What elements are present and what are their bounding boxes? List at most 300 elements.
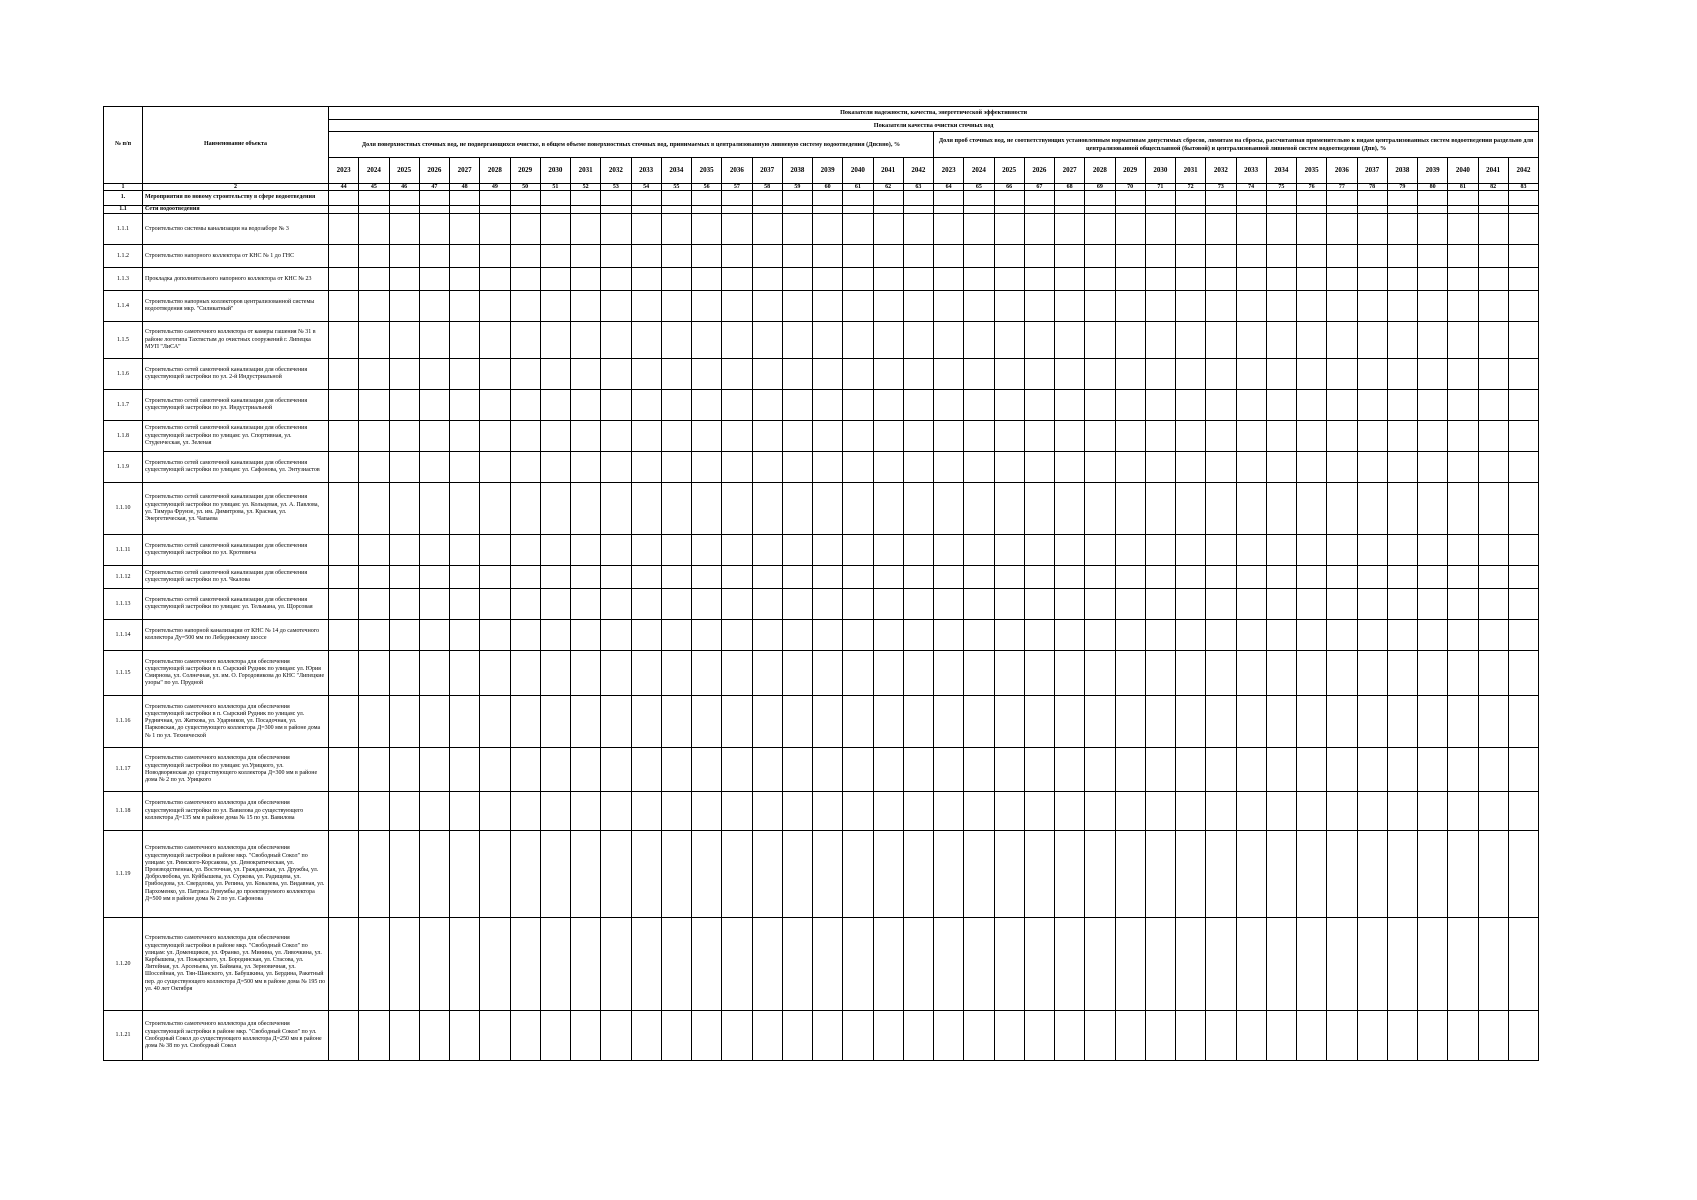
value-cell [1478,245,1508,268]
value-cell [1024,1011,1054,1061]
value-cell [1418,291,1448,322]
value-cell [994,535,1024,566]
value-cell [1115,268,1145,291]
value-cell [510,831,540,918]
value-cell [843,390,873,421]
value-cell [1145,483,1175,535]
value-cell [813,291,843,322]
row-object-name: Строительство сетей самотечной канализации для обеспечения существующей застройки по улицам: ул. Сафонова, ул. Энтузиастов [143,452,329,483]
value-cell [450,359,480,390]
value-cell [1418,483,1448,535]
value-cell [389,1011,419,1061]
row-object-name: Строительство напорного коллектора от КНС № 1 до ГНС [143,245,329,268]
value-cell [601,214,631,245]
value-cell [1297,535,1327,566]
value-cell [661,452,691,483]
table-row [104,245,1539,268]
value-cell [692,452,722,483]
value-cell [873,918,903,1011]
value-cell [782,483,812,535]
row-object-name: Строительство самотечного коллектора для обеспечения существующей застройки в районе мкр. "Свободный Сокол" по ул. Свободный Сокол до существующего коллектора Д=250 мм в районе дома № 38 по ул. Свободный Сокол [143,1011,329,1061]
value-cell [1478,1011,1508,1061]
value-cell [1085,291,1115,322]
year-header-b-2027: 2027 [1055,158,1085,184]
value-cell [631,191,661,206]
value-cell [1236,483,1266,535]
value-cell [1266,359,1296,390]
value-cell [631,918,661,1011]
value-cell [1478,268,1508,291]
value-cell [692,620,722,651]
value-cell [813,748,843,792]
value-cell [601,359,631,390]
row-object-name: Строительство сетей самотечной канализации для обеспечения существующей застройки по ул. Индустриальной [143,390,329,421]
value-cell [1387,1011,1417,1061]
value-cell [540,918,570,1011]
value-cell [1236,589,1266,620]
value-cell [782,359,812,390]
value-cell [389,566,419,589]
value-cell [994,566,1024,589]
value-cell [1236,214,1266,245]
value-cell [934,191,964,206]
value-cell [1085,1011,1115,1061]
value-cell [389,620,419,651]
value-cell [601,651,631,696]
value-cell [1297,651,1327,696]
value-cell [903,206,933,214]
value-cell [1085,589,1115,620]
value-cell [1115,483,1145,535]
value-cell [1357,452,1387,483]
value-cell [571,452,601,483]
value-cell [1387,421,1417,452]
value-cell [631,245,661,268]
col-number-69: 69 [1085,184,1115,191]
value-cell [359,566,389,589]
value-cell [1297,452,1327,483]
value-cell [1448,792,1478,831]
value-cell [571,918,601,1011]
value-cell [1327,291,1357,322]
col-number-51: 51 [540,184,570,191]
row-number: 1.1.7 [104,390,143,421]
value-cell [692,748,722,792]
value-cell [1145,696,1175,748]
value-cell [1115,214,1145,245]
value-cell [1327,651,1357,696]
value-cell [903,483,933,535]
value-cell [1085,214,1115,245]
value-cell [843,589,873,620]
row-object-name: Строительство самотечного коллектора для обеспечения существующей застройки по улицам: ул.Урицкого, ул. Новодворянская до существующего коллектора Д=300 мм в районе дома № 2 по ул. Урицкого [143,748,329,792]
value-cell [1085,452,1115,483]
value-cell [1236,1011,1266,1061]
value-cell [873,620,903,651]
value-cell [843,566,873,589]
value-cell [480,245,510,268]
value-cell [692,696,722,748]
value-cell [329,696,359,748]
value-cell [934,748,964,792]
value-cell [540,566,570,589]
row-object-name: Строительство сетей самотечной канализации для обеспечения существующей застройки по улицам: ул. Тельмана, ул. Щорсовая [143,589,329,620]
value-cell [1085,566,1115,589]
value-cell [601,268,631,291]
value-cell [510,245,540,268]
value-cell [692,191,722,206]
value-cell [813,918,843,1011]
indicator-b-header: Доля проб сточных вод, не соответствующих установленным нормативам допустимых сбросов, лимитам на сбросы, рассчитанная применительно к видам централизованных систем водоотведения раздельно для централизованной общесплавной (бытовой) и централизованной ливневой систем водоотведения (Дпв), % [934,132,1539,158]
value-cell [419,1011,449,1061]
row-number: 1. [104,191,143,206]
value-cell [1478,359,1508,390]
value-cell [782,535,812,566]
value-cell [419,651,449,696]
value-cell [329,390,359,421]
row-number: 1.1.12 [104,566,143,589]
value-cell [1478,696,1508,748]
value-cell [601,792,631,831]
row-object-name: Сети водоотведения [143,206,329,214]
value-cell [1357,589,1387,620]
value-cell [661,191,691,206]
value-cell [450,206,480,214]
value-cell [540,421,570,452]
value-cell [1297,589,1327,620]
value-cell [722,483,752,535]
value-cell [752,566,782,589]
value-cell [1236,620,1266,651]
value-cell [1145,359,1175,390]
value-cell [1085,390,1115,421]
value-cell [964,651,994,696]
value-cell [722,651,752,696]
year-header-a-2025: 2025 [389,158,419,184]
value-cell [359,359,389,390]
value-cell [1418,1011,1448,1061]
value-cell [631,214,661,245]
table-row [104,483,1539,535]
value-cell [934,452,964,483]
col-number-44: 44 [329,184,359,191]
value-cell [994,651,1024,696]
value-cell [1266,566,1296,589]
value-cell [692,831,722,918]
value-cell [1236,245,1266,268]
value-cell [1024,918,1054,1011]
value-cell [843,535,873,566]
value-cell [1448,291,1478,322]
value-cell [873,291,903,322]
value-cell [359,268,389,291]
value-cell [1085,792,1115,831]
value-cell [1206,918,1236,1011]
value-cell [903,322,933,359]
value-cell [1357,696,1387,748]
value-cell [450,792,480,831]
value-cell [1145,390,1175,421]
value-cell [1055,748,1085,792]
value-cell [1085,359,1115,390]
year-header-a-2035: 2035 [692,158,722,184]
value-cell [873,483,903,535]
value-cell [510,322,540,359]
value-cell [601,421,631,452]
value-cell [1266,651,1296,696]
value-cell [813,322,843,359]
value-cell [389,483,419,535]
value-cell [994,322,1024,359]
value-cell [1055,792,1085,831]
value-cell [1478,214,1508,245]
value-cell [571,696,601,748]
col-number-49: 49 [480,184,510,191]
value-cell [1478,589,1508,620]
value-cell [1024,206,1054,214]
col-number-name: 2 [143,184,329,191]
value-cell [1297,206,1327,214]
value-cell [329,651,359,696]
value-cell [1297,359,1327,390]
value-cell [782,696,812,748]
value-cell [1266,452,1296,483]
table-row [104,566,1539,589]
value-cell [510,620,540,651]
value-cell [450,191,480,206]
value-cell [903,390,933,421]
value-cell [994,831,1024,918]
value-cell [419,566,449,589]
value-cell [1297,696,1327,748]
value-cell [480,748,510,792]
value-cell [661,322,691,359]
value-cell [873,322,903,359]
value-cell [994,291,1024,322]
value-cell [480,566,510,589]
row-object-name: Строительство сетей самотечной канализации для обеспечения существующей застройки по ул. 2-й Индустриальной [143,359,329,390]
col-number-75: 75 [1266,184,1296,191]
value-cell [1478,831,1508,918]
year-header-a-2040: 2040 [843,158,873,184]
value-cell [1085,421,1115,452]
value-cell [752,1011,782,1061]
table-row [104,748,1539,792]
value-cell [692,566,722,589]
value-cell [903,421,933,452]
year-header-b-2028: 2028 [1085,158,1115,184]
row-number: 1.1.18 [104,792,143,831]
value-cell [1176,452,1206,483]
col-number-70: 70 [1115,184,1145,191]
value-cell [1478,390,1508,421]
value-cell [601,918,631,1011]
year-header-a-2023: 2023 [329,158,359,184]
value-cell [571,620,601,651]
value-cell [1145,589,1175,620]
col-number-67: 67 [1024,184,1054,191]
value-cell [571,566,601,589]
value-cell [1024,483,1054,535]
value-cell [722,421,752,452]
value-cell [903,566,933,589]
value-cell [1448,620,1478,651]
value-cell [389,206,419,214]
value-cell [1236,748,1266,792]
value-cell [903,589,933,620]
value-cell [480,696,510,748]
value-cell [813,206,843,214]
value-cell [813,483,843,535]
col-number-64: 64 [934,184,964,191]
value-cell [1115,748,1145,792]
value-cell [1508,245,1538,268]
value-cell [722,245,752,268]
value-cell [1418,566,1448,589]
value-cell [813,214,843,245]
year-header-b-2023: 2023 [934,158,964,184]
year-header-b-2029: 2029 [1115,158,1145,184]
value-cell [1145,1011,1175,1061]
value-cell [1508,620,1538,651]
value-cell [782,831,812,918]
value-cell [994,483,1024,535]
value-cell [873,1011,903,1061]
value-cell [1508,566,1538,589]
value-cell [1478,792,1508,831]
value-cell [692,535,722,566]
value-cell [1085,831,1115,918]
value-cell [1085,696,1115,748]
value-cell [1236,421,1266,452]
value-cell [1327,620,1357,651]
value-cell [1478,566,1508,589]
value-cell [540,483,570,535]
value-cell [510,421,540,452]
value-cell [329,792,359,831]
value-cell [1236,268,1266,291]
value-cell [1266,1011,1296,1061]
value-cell [1055,206,1085,214]
value-cell [1357,268,1387,291]
indicator-a-header: Доля поверхностных сточных вод, не подвергающихся очистке, в общем объеме поверхностных сточных вод, принимаемых в централизованную ливневую систему водоотведения (Дпсвно), % [329,132,934,158]
value-cell [1024,322,1054,359]
value-cell [1508,214,1538,245]
value-cell [631,792,661,831]
value-cell [540,1011,570,1061]
row-number: 1.1 [104,206,143,214]
value-cell [1024,452,1054,483]
value-cell [1236,535,1266,566]
value-cell [752,535,782,566]
value-cell [843,748,873,792]
value-cell [1145,322,1175,359]
value-cell [419,214,449,245]
value-cell [1206,620,1236,651]
value-cell [510,918,540,1011]
value-cell [389,651,419,696]
value-cell [692,291,722,322]
value-cell [722,535,752,566]
value-cell [1085,748,1115,792]
col-number-52: 52 [571,184,601,191]
value-cell [782,291,812,322]
value-cell [1206,214,1236,245]
value-cell [359,291,389,322]
value-cell [1297,1011,1327,1061]
value-cell [1055,620,1085,651]
value-cell [601,620,631,651]
year-header-a-2030: 2030 [540,158,570,184]
value-cell [359,918,389,1011]
year-header-a-2028: 2028 [480,158,510,184]
row-number: 1.1.16 [104,696,143,748]
value-cell [571,748,601,792]
col-number-72: 72 [1176,184,1206,191]
value-cell [1085,620,1115,651]
value-cell [692,421,722,452]
value-cell [1508,792,1538,831]
value-cell [1448,214,1478,245]
value-cell [1206,359,1236,390]
value-cell [752,214,782,245]
table-row [104,620,1539,651]
year-header-a-2033: 2033 [631,158,661,184]
year-header-b-2024: 2024 [964,158,994,184]
value-cell [1387,291,1417,322]
value-cell [1478,651,1508,696]
value-cell [540,206,570,214]
row-object-name: Строительство самотечного коллектора для обеспечения существующей застройки в районе мкр. "Свободный Сокол" по улицам: ул. Доменщиков, ул. Франко, ул. Минина, ул. Ливочкина, ул. Карбышева, ул. Пожарского, ул. Бородинская, ул. Стасова, ул. Литейная, ул. Арсеньева, ул. Баймана, ул. Зерновичная, ул. Шоссейная, ул. Тян-Шанского, ул. Бабушкина, ул. Бердина, Ракетный пер. до существующего коллектора Д=500 мм в районе дома № 195 по ул. 40 лет Октября [143,918,329,1011]
value-cell [450,421,480,452]
row-number: 1.1.9 [104,452,143,483]
value-cell [1024,268,1054,291]
value-cell [782,1011,812,1061]
value-cell [419,483,449,535]
value-cell [1448,589,1478,620]
value-cell [964,483,994,535]
value-cell [1418,589,1448,620]
value-cell [1448,359,1478,390]
row-number: 1.1.8 [104,421,143,452]
row-object-name: Строительство сетей самотечной канализации для обеспечения существующей застройки по улицам: ул. Спортивная, ул. Студенческая, ул. Зеленая [143,421,329,452]
value-cell [419,831,449,918]
value-cell [1448,421,1478,452]
value-cell [571,390,601,421]
value-cell [1085,535,1115,566]
year-header-b-2037: 2037 [1357,158,1387,184]
value-cell [571,359,601,390]
value-cell [752,191,782,206]
value-cell [510,359,540,390]
value-cell [1478,535,1508,566]
value-cell [631,322,661,359]
value-cell [722,206,752,214]
row-number: 1.1.14 [104,620,143,651]
value-cell [1387,268,1417,291]
value-cell [359,390,389,421]
value-cell [1236,291,1266,322]
col-number-59: 59 [782,184,812,191]
table-row [104,696,1539,748]
value-cell [389,696,419,748]
value-cell [813,191,843,206]
value-cell [510,291,540,322]
value-cell [450,918,480,1011]
year-header-a-2034: 2034 [661,158,691,184]
value-cell [510,589,540,620]
value-cell [934,214,964,245]
